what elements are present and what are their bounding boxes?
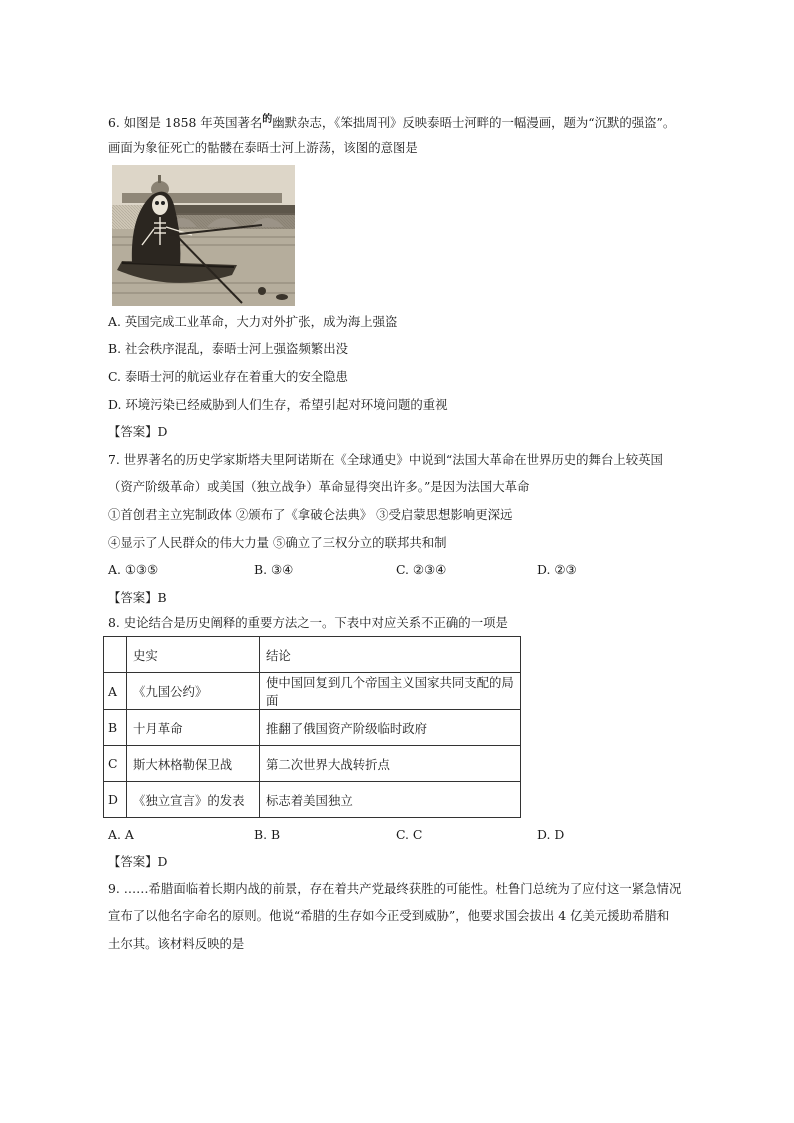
table-cell: 推翻了俄国资产阶级临时政府: [260, 710, 521, 746]
table-header-cell: 史实: [127, 637, 260, 673]
table-cell: 第二次世界大战转折点: [260, 746, 521, 782]
q6-option-b: B. 社会秩序混乱，泰晤士河上强盗频繁出没: [108, 341, 349, 356]
table-cell: D: [104, 782, 127, 818]
table-cell: B: [104, 710, 127, 746]
table-cell: 《九国公约》: [127, 673, 260, 710]
q7-choice-line1: ①首创君主立宪制政体 ②颁布了《拿破仑法典》 ③受启蒙思想影响更深远: [108, 507, 513, 522]
table-cell: C: [104, 746, 127, 782]
q7-stem-line1: 7. 世界著名的历史学家斯塔夫里阿诺斯在《全球通史》中说到“法国大革命在世界历史的舞台上较英国: [108, 452, 663, 467]
q8-option-c: C. C: [396, 827, 423, 842]
q7-stem-line2: （资产阶级革命）或美国（独立战争）革命显得突出许多。”是因为法国大革命: [108, 479, 530, 494]
table-cell: 使中国回复到几个帝国主义国家共同支配的局面: [260, 673, 521, 710]
table-row: [104, 746, 521, 782]
table-header-row: [104, 637, 521, 673]
q6-stem-line1: 6. 如图是 1858 年英国著名$^的$幽默杂志，《笨拙周刊》反映泰晤士河畔的一幅漫画，题为“沉默的强盗”。: [108, 114, 676, 130]
q6-option-c: C. 泰晤士河的航运业存在着重大的安全隐患: [108, 369, 348, 384]
q8-option-a: A. A: [108, 827, 134, 842]
table-header-cell: 结论: [260, 637, 521, 673]
q6-cartoon-image: [112, 165, 295, 306]
q8-answer: 【答案】D: [108, 854, 168, 869]
q7-option-c: C. ②③④: [396, 562, 447, 577]
q7-answer: 【答案】B: [108, 590, 167, 605]
table-cell: 《独立宣言》的发表: [127, 782, 260, 818]
table-cell: 十月革命: [127, 710, 260, 746]
q8-stem-line1: 8. 史论结合是历史阐释的重要方法之一。下表中对应关系不正确的一项是: [108, 615, 508, 630]
q7-option-d: D. ②③: [537, 562, 577, 577]
q6-option-d: D. 环境污染已经威胁到人们生存，希望引起对环境问题的重视: [108, 397, 448, 412]
q6-answer: 【答案】D: [108, 424, 168, 439]
q7-choice-line2: ④显示了人民群众的伟大力量 ⑤确立了三权分立的联邦共和制: [108, 535, 447, 550]
q6-stem-line2: 画面为象征死亡的骷髅在泰晤士河上游荡，该图的意图是: [108, 140, 418, 155]
q9-stem-line2: 宣布了以他名字命名的原则。他说“希腊的生存如今正受到威胁”，他要求国会拔出 4 亿美元援助希腊和: [108, 908, 670, 923]
silent-highwayman-cartoon: [112, 165, 295, 306]
table-cell: 标志着美国独立: [260, 782, 521, 818]
q8-options-row: [108, 826, 708, 844]
table-cell: A: [104, 673, 127, 710]
table-header-cell: [104, 637, 127, 673]
q9-stem-line3: 土尔其。该材料反映的是: [108, 936, 245, 951]
table-row: [104, 710, 521, 746]
q6-option-a: A. 英国完成工业革命，大力对外扩张，成为海上强盗: [108, 314, 398, 329]
q6-superscript-char: 的: [262, 114, 273, 125]
q8-option-b: B. B: [254, 827, 281, 842]
q7-option-b: B. ③④: [254, 562, 294, 577]
table-row: [104, 673, 521, 710]
q7-option-a: A. ①③⑤: [108, 562, 159, 577]
table-cell: 斯大林格勒保卫战: [127, 746, 260, 782]
q9-stem-line1: 9. ……希腊面临着长期内战的前景，存在着共产党最终获胜的可能性。杜鲁门总统为了应付这一紧急情况: [108, 881, 682, 896]
q8-option-d: D. D: [537, 827, 565, 842]
table-row: [104, 782, 521, 818]
q8-fact-conclusion-table: [103, 636, 521, 818]
q7-options-row: [108, 561, 708, 579]
